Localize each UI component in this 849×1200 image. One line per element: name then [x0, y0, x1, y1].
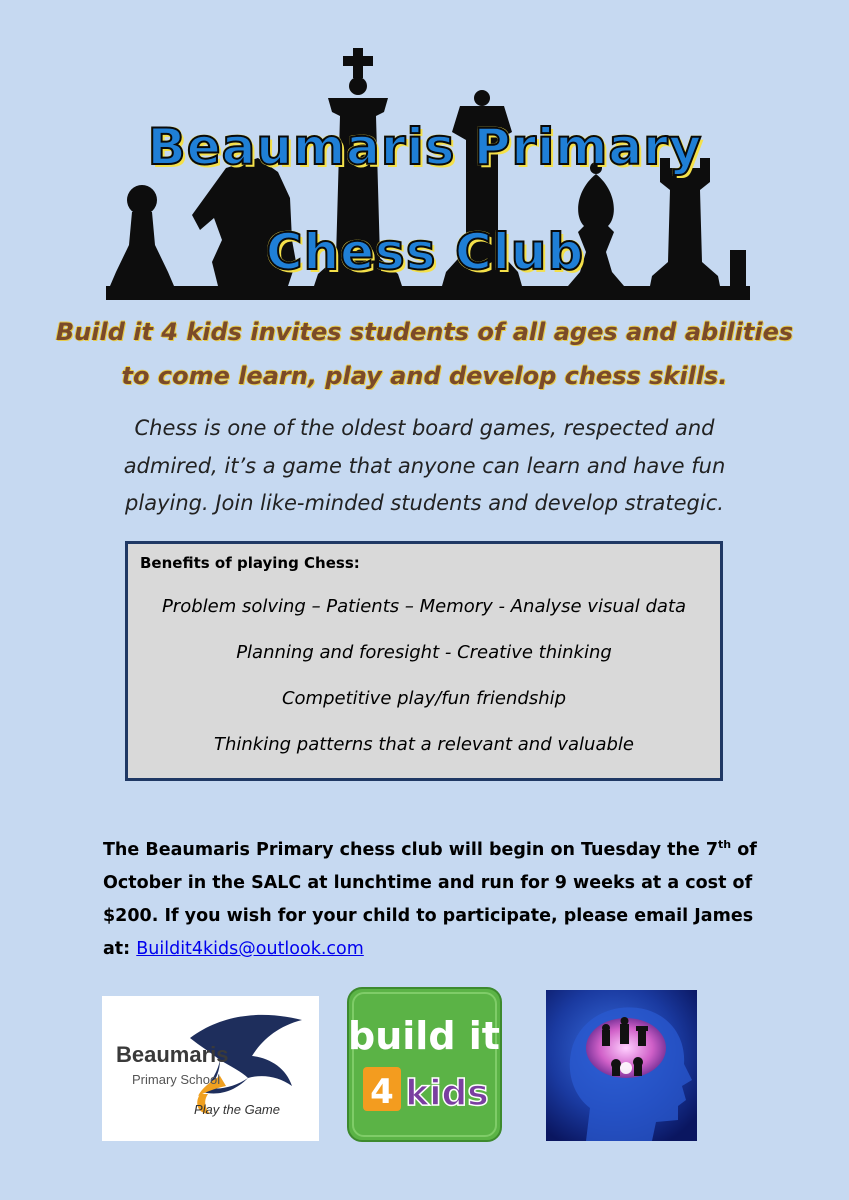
benefit-item: Problem solving – Patients – Memory - Analyse visual data: [161, 596, 687, 617]
build-it-4-kids-logo: [347, 987, 502, 1142]
beaumaris-logo-motto: Play the Game: [194, 1102, 280, 1117]
build-it-logo-word: build it: [348, 1014, 500, 1058]
email-prefix: at:: [103, 939, 137, 959]
date-suffix: th: [718, 838, 732, 852]
announcement-line-1: [103, 834, 757, 867]
intro-line-1: Chess is one of the oldest board games, respected and: [134, 416, 715, 440]
email-link[interactable]: Buildit4kids@outlook.com: [136, 939, 364, 959]
tagline-line-2: to come learn, play and develop chess skills.: [121, 362, 728, 390]
build-it-4-kids-logo-icon: [347, 987, 502, 1142]
benefit-item: Competitive play/fun friendship: [281, 688, 567, 709]
benefit-item: Thinking patterns that a relevant and valuable: [213, 734, 634, 755]
benefits-box: [125, 541, 723, 781]
announcement-line-2: October in the SALC at lunchtime and run for 9 weeks at a cost of: [103, 873, 753, 893]
beaumaris-logo-subtitle: Primary School: [132, 1072, 221, 1087]
intro-line-3: playing. Join like-minded students and develop strategic.: [125, 491, 724, 515]
build-it-logo-number: 4: [370, 1072, 394, 1112]
announcement-line-1-end: of: [731, 840, 757, 860]
hero-banner: [100, 40, 750, 302]
beaumaris-school-logo: [102, 996, 319, 1141]
page-title-line-2: Chess Club: [265, 223, 585, 281]
brain-chess-image: [546, 990, 697, 1141]
kids-logo-word: kids: [405, 1073, 489, 1114]
benefit-item: Planning and foresight - Creative thinking: [236, 642, 612, 663]
beaumaris-logo-name: Beaumaris: [116, 1042, 229, 1067]
announcement-line-4: [103, 933, 743, 966]
intro-line-2: admired, it’s a game that anyone can learn and have fun: [123, 454, 726, 478]
tagline-line-1: Build it 4 kids invites students of all ages and abilities: [55, 318, 794, 346]
announcement-paragraph: [103, 834, 757, 966]
announcement-line-1-start: The Beaumaris Primary chess club will begin on Tuesday the 7: [103, 840, 719, 860]
page-title-line-1: Beaumaris Primary: [147, 118, 703, 176]
benefits-heading: Benefits of playing Chess:: [140, 554, 360, 572]
seagull-logo-icon: [102, 996, 319, 1141]
brain-chess-icon: [546, 990, 697, 1141]
announcement-line-3: $200. If you wish for your child to participate, please email James: [103, 906, 754, 926]
